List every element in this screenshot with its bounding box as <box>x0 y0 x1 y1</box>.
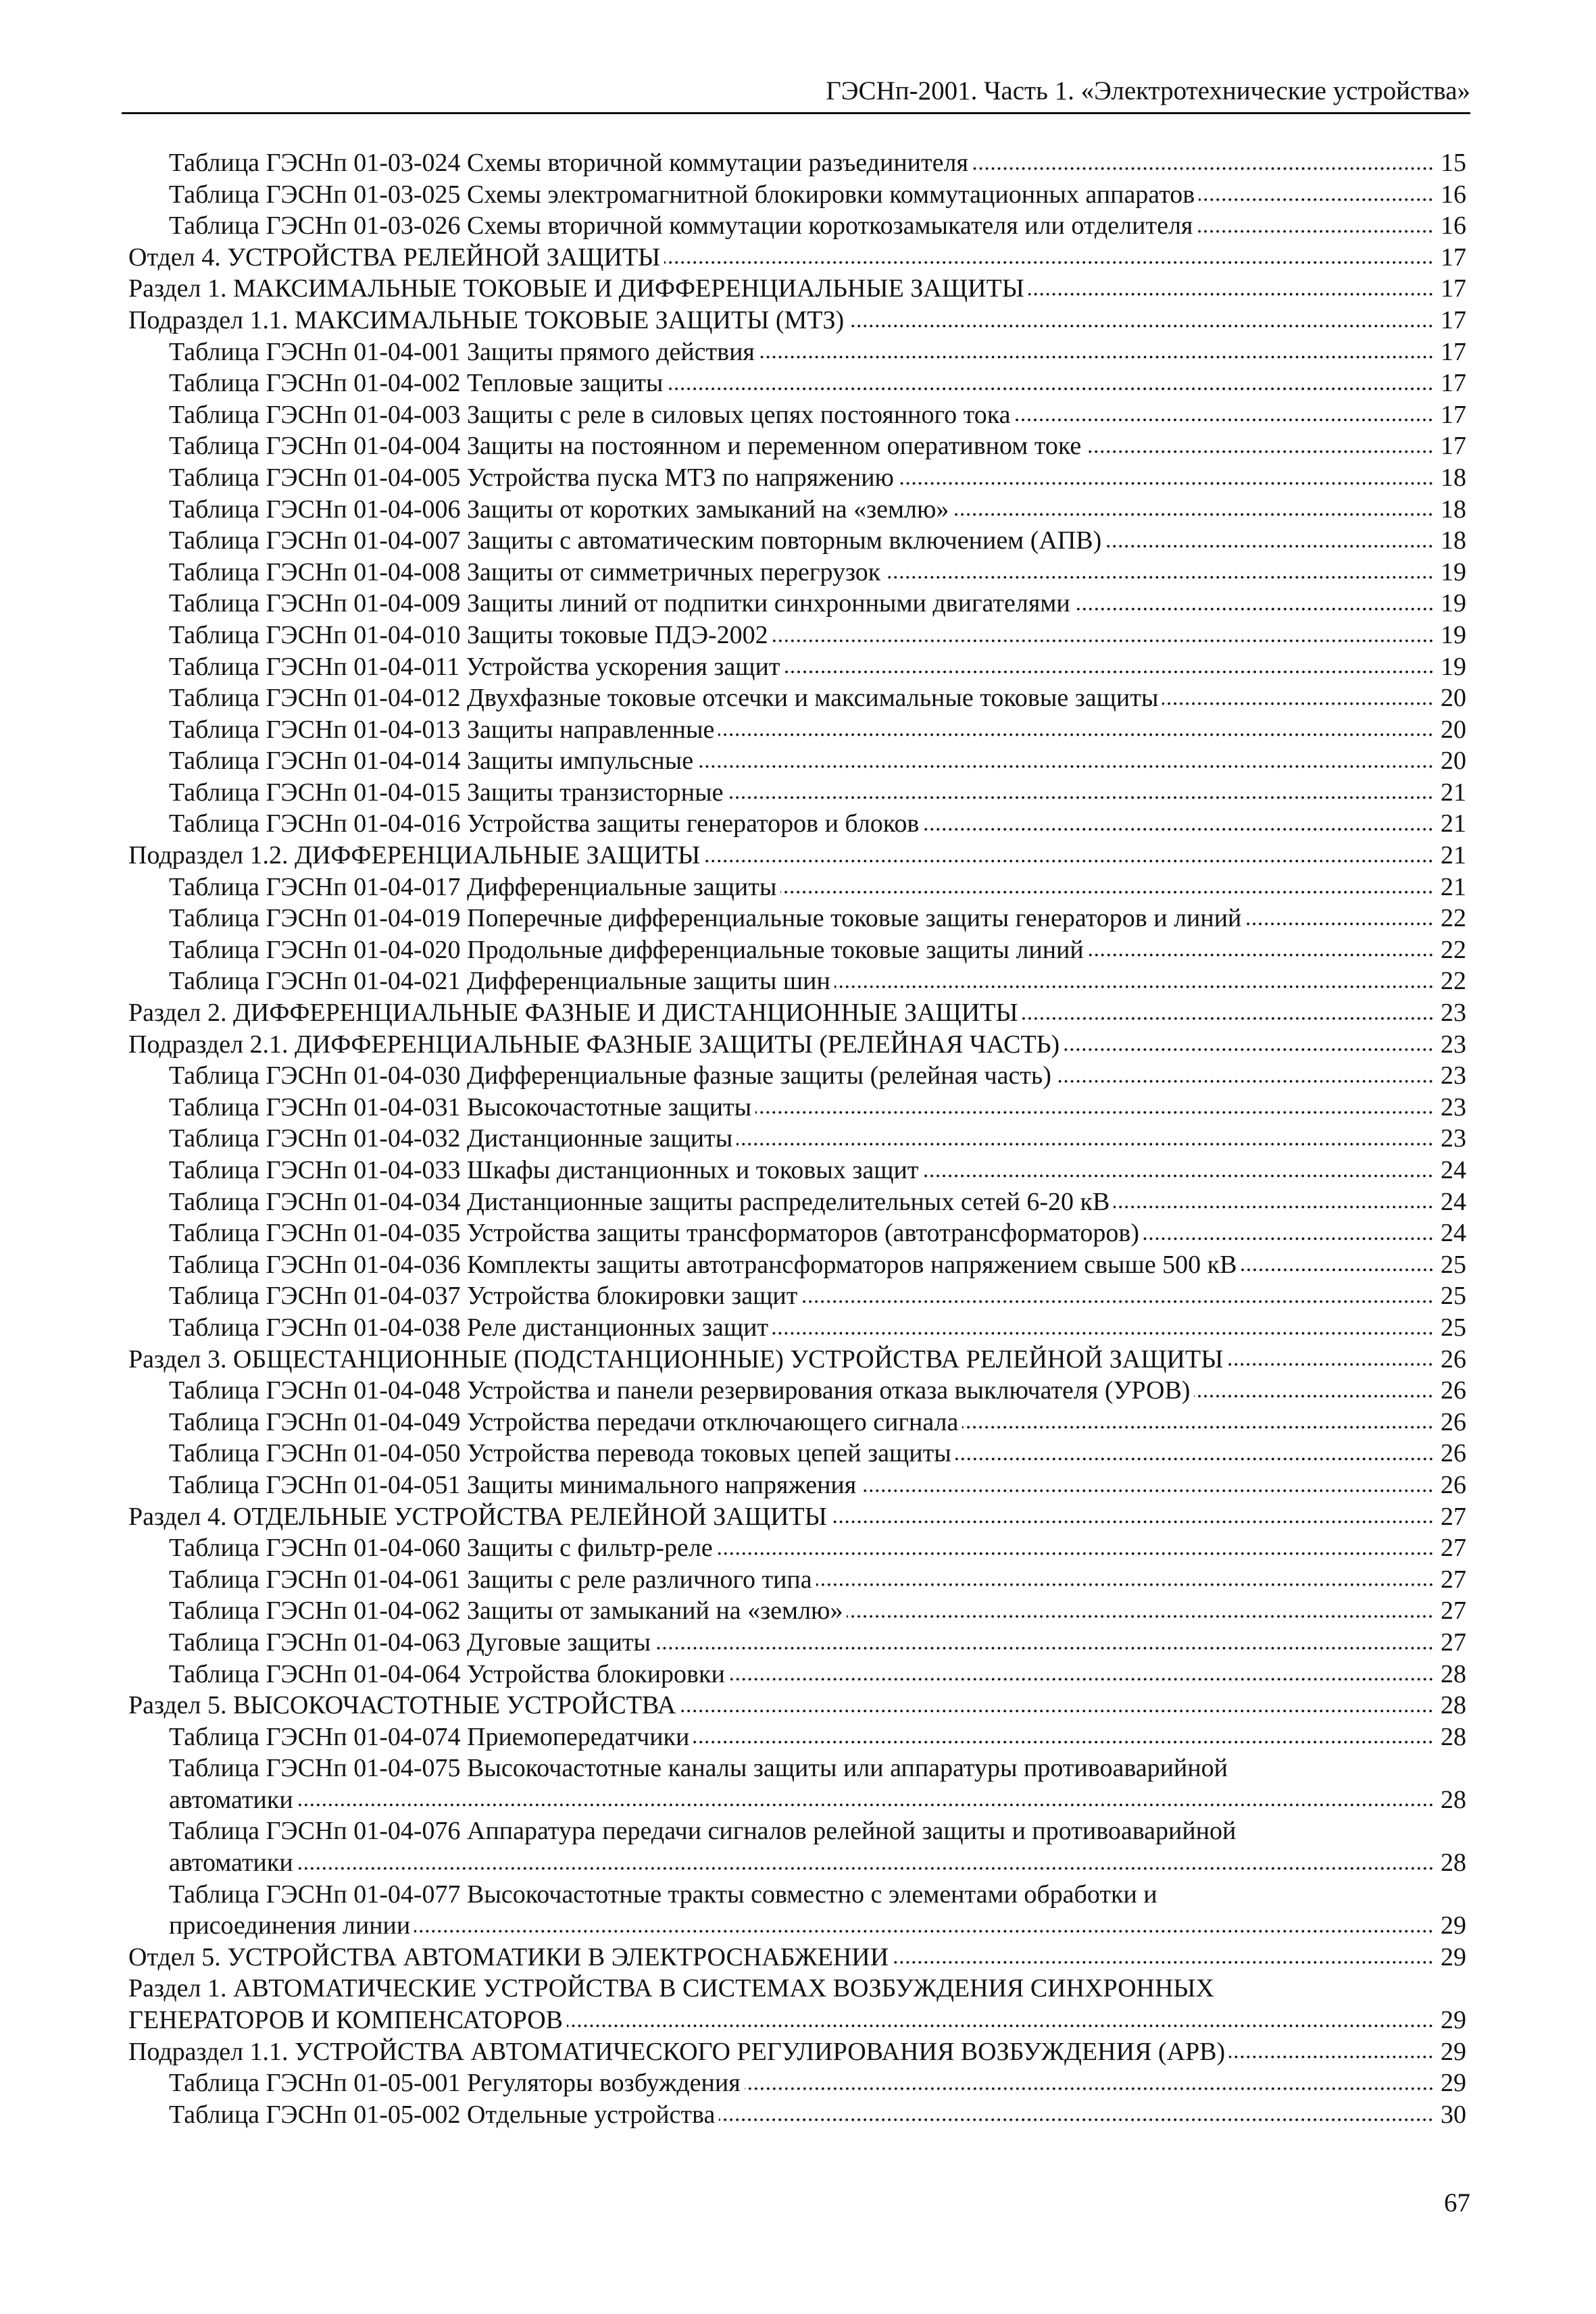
toc-entry-page: 27 <box>1441 1534 1466 1563</box>
toc-entry <box>128 1280 1466 1312</box>
toc-entry <box>128 1942 1466 1973</box>
toc-entry <box>128 1721 1466 1753</box>
dot-leader <box>972 166 1434 172</box>
toc-entry <box>128 430 1466 462</box>
dot-leader <box>745 2086 1434 2092</box>
dot-leader <box>737 1141 1434 1147</box>
toc-entry <box>128 1217 1466 1249</box>
dot-leader <box>297 1802 1434 1808</box>
toc-entry-title: Таблица ГЭСНп 01-04-006 Защиты от коротких замыканий на «землю» <box>169 495 949 524</box>
toc-entry-page: 21 <box>1441 872 1466 901</box>
toc-entry-title: Таблица ГЭСНп 01-04-062 Защиты от замыканий на «землю» <box>169 1596 843 1626</box>
toc-entry <box>128 1092 1466 1124</box>
dot-leader <box>697 763 1434 770</box>
toc-entry <box>128 147 1466 179</box>
dot-leader <box>1022 1015 1434 1022</box>
toc-entry-title: Подраздел 1.2. ДИФФЕРЕНЦИАЛЬНЫЕ ЗАЩИТЫ <box>128 841 701 870</box>
toc-entry-page: 17 <box>1441 369 1466 398</box>
toc-entry <box>128 903 1466 934</box>
toc-entry-title: Таблица ГЭСНп 01-04-061 Защиты с реле различного типа <box>169 1565 812 1594</box>
dot-leader <box>831 1519 1434 1525</box>
toc-entry-page: 28 <box>1441 1722 1466 1751</box>
toc-entry-page: 19 <box>1441 557 1466 586</box>
toc-entry-page: 24 <box>1441 1156 1466 1184</box>
header-rule <box>122 112 1470 114</box>
toc-entry-page: 26 <box>1441 1344 1466 1374</box>
toc-entry <box>128 1879 1466 1911</box>
toc-entry <box>128 1249 1466 1281</box>
toc-entry-title: Таблица ГЭСНп 01-04-007 Защиты с автоматическим повторным включением (АПВ) <box>169 526 1102 555</box>
toc-entry-page: 19 <box>1441 589 1466 618</box>
toc-entry <box>128 1595 1466 1627</box>
toc-entry <box>128 210 1466 242</box>
dot-leader <box>1028 291 1434 297</box>
toc-entry-title: Таблица ГЭСНп 01-04-032 Дистанционные защиты <box>169 1124 733 1153</box>
toc-entry <box>128 2036 1466 2068</box>
toc-entry <box>128 368 1466 399</box>
dot-leader <box>693 1739 1434 1745</box>
toc-entry <box>128 872 1466 903</box>
dot-leader <box>784 669 1435 675</box>
toc-entry-title: Таблица ГЭСНп 01-04-002 Тепловые защиты <box>169 369 664 398</box>
dot-leader <box>1229 2054 1434 2060</box>
toc-entry-page: 18 <box>1441 463 1466 492</box>
toc-entry-title: Отдел 4. УСТРОЙСТВА РЕЛЕЙНОЙ ЗАЩИТЫ <box>128 243 661 272</box>
toc-entry-title: Подраздел 2.1. ДИФФЕРЕНЦИАЛЬНЫЕ ФАЗНЫЕ ЗАЩИТЫ (РЕЛЕЙНАЯ ЧАСТЬ) <box>128 1030 1060 1059</box>
toc-entry <box>128 934 1466 966</box>
toc-entry-title: Таблица ГЭСНп 01-04-012 Двухфазные токовые отсечки и максимальные токовые защиты <box>169 684 1159 713</box>
toc-entry-page: 29 <box>1441 2037 1466 2066</box>
toc-entry-title: Таблица ГЭСНп 01-04-035 Устройства защиты трансформаторов (автотрансформаторов) <box>169 1219 1140 1248</box>
dot-leader <box>772 1330 1434 1336</box>
toc-entry-page: 26 <box>1441 1470 1466 1499</box>
page-number: 67 <box>1444 2188 1470 2217</box>
dot-leader <box>1105 543 1434 549</box>
dot-leader <box>1088 952 1434 958</box>
toc-entry-title: Таблица ГЭСНп 01-04-009 Защиты линий от подпитки синхронными двигателями <box>169 589 1070 618</box>
running-header: ГЭСНп-2001. Часть 1. «Электротехнические устройства» <box>826 76 1470 105</box>
toc-entry <box>128 1910 1466 1942</box>
dot-leader <box>729 1676 1434 1682</box>
toc-entry <box>128 965 1466 997</box>
dot-leader <box>955 1456 1434 1462</box>
dot-leader <box>962 1424 1434 1430</box>
dot-leader <box>1227 1361 1434 1367</box>
dot-leader <box>860 1488 1434 1494</box>
toc-entry-title: Таблица ГЭСНп 01-04-014 Защиты импульсные <box>169 747 694 776</box>
dot-leader <box>297 1865 1434 1871</box>
toc-entry-title: Подраздел 1.1. МАКСИМАЛЬНЫЕ ТОКОВЫЕ ЗАЩИТЫ (МТЗ) <box>128 305 845 334</box>
toc-entry-title: Таблица ГЭСНп 01-04-049 Устройства передачи отключающего сигнала <box>169 1407 959 1436</box>
toc-entry-page: 28 <box>1441 1785 1466 1814</box>
toc-entry <box>128 651 1466 683</box>
dot-leader <box>953 511 1434 518</box>
dot-leader <box>834 984 1434 990</box>
toc-entry-page: 15 <box>1441 149 1466 177</box>
toc-entry-title: Отдел 5. УСТРОЙСТВА АВТОМАТИКИ В ЭЛЕКТРОСНАБЖЕНИИ <box>128 1942 889 1971</box>
toc-entry <box>128 1312 1466 1344</box>
toc-entry-page: 29 <box>1441 1942 1466 1971</box>
toc-entry-title: Таблица ГЭСНп 01-04-075 Высокочастотные каналы защиты или аппаратуры противоаварийной <box>169 1754 1228 1783</box>
toc-entry-title: Таблица ГЭСНп 01-04-017 Дифференциальные защиты <box>169 872 777 901</box>
toc-entry-title: Таблица ГЭСНп 01-04-011 Устройства ускорения защит <box>169 652 780 681</box>
dot-leader <box>884 574 1434 580</box>
toc-entry <box>128 1847 1466 1879</box>
dot-leader <box>1245 921 1434 927</box>
toc-entry <box>128 336 1466 368</box>
toc-entry <box>128 1973 1466 2005</box>
toc-entry-page: 27 <box>1441 1565 1466 1594</box>
toc-entry-title: Таблица ГЭСНп 01-04-020 Продольные дифференциальные токовые защиты линий <box>169 935 1084 964</box>
toc-entry <box>128 997 1466 1029</box>
toc-entry-page: 27 <box>1441 1628 1466 1657</box>
toc-entry-page: 16 <box>1441 180 1466 209</box>
toc-entry-title: Таблица ГЭСНп 01-04-016 Устройства защиты генераторов и блоков <box>169 809 920 838</box>
toc-entry-title: Подраздел 1.1. УСТРОЙСТВА АВТОМАТИЧЕСКОГО РЕГУЛИРОВАНИЯ ВОЗБУЖДЕНИЯ (АРВ) <box>128 2037 1226 2066</box>
toc-entry-title: Раздел 1. МАКСИМАЛЬНЫЕ ТОКОВЫЕ И ДИФФЕРЕНЦИАЛЬНЫЕ ЗАЩИТЫ <box>128 274 1024 303</box>
toc-entry-page: 17 <box>1441 274 1466 303</box>
dot-leader <box>1199 197 1434 203</box>
toc-entry <box>128 714 1466 746</box>
dot-leader <box>1197 228 1434 234</box>
toc-entry <box>128 2005 1466 2036</box>
toc-entry-title: Таблица ГЭСНп 01-05-001 Регуляторы возбуждения <box>169 2069 741 2098</box>
toc-entry-title: Раздел 3. ОБЩЕСТАНЦИОННЫЕ (ПОДСТАНЦИОННЫЕ) УСТРОЙСТВА РЕЛЕЙНОЙ ЗАЩИТЫ <box>128 1344 1224 1374</box>
dot-leader <box>923 826 1434 832</box>
dot-leader <box>848 323 1434 329</box>
dot-leader <box>667 386 1434 392</box>
toc-entry-page: 24 <box>1441 1187 1466 1216</box>
toc-entry-title: Таблица ГЭСНп 01-04-077 Высокочастотные тракты совместно с элементами обработки и <box>169 1880 1157 1909</box>
toc-entry-title: ГЕНЕРАТОРОВ И КОМПЕНСАТОРОВ <box>128 2006 564 2035</box>
toc-entry-title: Таблица ГЭСНп 01-04-030 Дифференциальные фазные защиты (релейная часть) <box>169 1061 1051 1090</box>
dot-leader <box>1143 1236 1434 1242</box>
toc-entry-title: Таблица ГЭСНп 01-04-037 Устройства блокировки защит <box>169 1282 798 1311</box>
dot-leader <box>1241 1267 1435 1273</box>
toc-entry <box>128 588 1466 620</box>
toc-entry-page: 27 <box>1441 1596 1466 1626</box>
toc-entry-page: 29 <box>1441 1911 1466 1940</box>
toc-entry-title: Таблица ГЭСНп 01-04-050 Устройства перевода токовых цепей защиты <box>169 1439 951 1468</box>
toc-entry <box>128 1501 1466 1533</box>
dot-leader <box>780 889 1434 895</box>
toc-entry-page: 23 <box>1441 1124 1466 1153</box>
toc-entry-page: 29 <box>1441 2069 1466 2098</box>
toc-entry-title: Таблица ГЭСНп 01-05-002 Отдельные устройства <box>169 2100 716 2129</box>
dot-leader <box>1162 701 1434 707</box>
toc-entry-title: Раздел 5. ВЫСОКОЧАСТОТНЫЕ УСТРОЙСТВА <box>128 1691 676 1720</box>
toc-entry-title: Таблица ГЭСНп 01-04-021 Дифференциальные защиты шин <box>169 967 830 996</box>
toc-entry-page: 26 <box>1441 1376 1466 1405</box>
toc-entry <box>128 1784 1466 1816</box>
dot-leader <box>727 795 1434 801</box>
toc-entry <box>128 1344 1466 1376</box>
toc-entry-page: 17 <box>1441 305 1466 334</box>
toc-entry-page: 17 <box>1441 400 1466 429</box>
toc-entry-page: 20 <box>1441 715 1466 744</box>
toc-entry <box>128 1627 1466 1659</box>
toc-entry-title: Таблица ГЭСНп 01-04-019 Поперечные дифференциальные токовые защиты генераторов и линий <box>169 904 1242 933</box>
toc-entry-page: 25 <box>1441 1313 1466 1342</box>
toc-entry <box>128 1469 1466 1501</box>
table-of-contents <box>128 147 1466 2130</box>
toc-entry-page: 28 <box>1441 1659 1466 1688</box>
toc-entry-title: Таблица ГЭСНп 01-04-063 Дуговые защиты <box>169 1628 651 1657</box>
toc-entry-page: 17 <box>1441 243 1466 272</box>
dot-leader <box>1114 1204 1434 1210</box>
toc-entry-title: Раздел 2. ДИФФЕРЕНЦИАЛЬНЫЕ ФАЗНЫЕ И ДИСТАНЦИОННЫЕ ЗАЩИТЫ <box>128 999 1018 1028</box>
toc-entry <box>128 305 1466 336</box>
toc-entry <box>128 1815 1466 1847</box>
toc-entry-page: 17 <box>1441 337 1466 366</box>
dot-leader <box>772 638 1434 644</box>
dot-leader <box>719 2117 1434 2123</box>
toc-entry <box>128 494 1466 526</box>
dot-leader <box>1064 1047 1434 1053</box>
toc-entry-title: присоединения линии <box>169 1911 411 1940</box>
toc-entry <box>128 1186 1466 1218</box>
toc-entry <box>128 2067 1466 2099</box>
toc-entry-title: Таблица ГЭСНп 01-04-013 Защиты направленные <box>169 715 715 744</box>
toc-entry-title: Раздел 4. ОТДЕЛЬНЫЕ УСТРОЙСТВА РЕЛЕЙНОЙ ЗАЩИТЫ <box>128 1502 827 1531</box>
toc-entry <box>128 179 1466 211</box>
toc-entry <box>128 840 1466 872</box>
dot-leader <box>801 1299 1434 1305</box>
toc-entry <box>128 1532 1466 1564</box>
toc-entry <box>128 399 1466 431</box>
dot-leader <box>755 1109 1434 1115</box>
dot-leader <box>717 1551 1434 1557</box>
toc-entry <box>128 1438 1466 1469</box>
toc-entry-title: Таблица ГЭСНп 01-04-031 Высокочастотные защиты <box>169 1092 752 1122</box>
toc-entry-page: 26 <box>1441 1407 1466 1436</box>
dot-leader <box>893 1959 1434 1965</box>
toc-entry-title: автоматики <box>169 1848 293 1878</box>
toc-entry-page: 24 <box>1441 1219 1466 1248</box>
toc-entry <box>128 1659 1466 1690</box>
toc-entry-title: Таблица ГЭСНп 01-04-015 Защиты транзисторные <box>169 778 724 807</box>
toc-entry-title: Таблица ГЭСНп 01-04-010 Защиты токовые ПДЭ-2002 <box>169 620 768 649</box>
toc-entry-title: Таблица ГЭСНп 01-04-001 Защиты прямого действия <box>169 337 755 366</box>
toc-entry-title: Таблица ГЭСНп 01-04-051 Защиты минимального напряжения <box>169 1470 857 1499</box>
toc-entry-page: 19 <box>1441 652 1466 681</box>
toc-entry-page: 28 <box>1441 1691 1466 1720</box>
toc-entry <box>128 1564 1466 1596</box>
toc-entry-title: Таблица ГЭСНп 01-04-033 Шкафы дистанционных и токовых защит <box>169 1156 919 1184</box>
toc-entry <box>128 1123 1466 1155</box>
toc-entry-title: Таблица ГЭСНп 01-04-008 Защиты от симметричных перегрузок <box>169 557 881 586</box>
toc-entry-page: 17 <box>1441 432 1466 461</box>
toc-entry <box>128 242 1466 274</box>
toc-entry-page: 20 <box>1441 747 1466 776</box>
toc-entry <box>128 1690 1466 1721</box>
toc-entry-title: Таблица ГЭСНп 01-03-026 Схемы вторичной коммутации короткозамыкателя или отделителя <box>169 211 1193 241</box>
dot-leader <box>847 1613 1434 1619</box>
toc-entry <box>128 1375 1466 1407</box>
toc-entry-page: 22 <box>1441 935 1466 964</box>
toc-entry-title: Таблица ГЭСНп 01-04-005 Устройства пуска МТЗ по напряжению <box>169 463 894 492</box>
dot-leader <box>704 858 1434 864</box>
toc-entry-page: 23 <box>1441 999 1466 1028</box>
toc-entry-page: 30 <box>1441 2100 1466 2129</box>
toc-entry-page: 29 <box>1441 2006 1466 2035</box>
toc-entry <box>128 1407 1466 1438</box>
toc-entry-title: Таблица ГЭСНп 01-04-076 Аппаратура передачи сигналов релейной защиты и противоаварийной <box>169 1817 1237 1846</box>
dot-leader <box>1194 1393 1434 1399</box>
toc-entry <box>128 1753 1466 1784</box>
toc-entry-page: 23 <box>1441 1030 1466 1059</box>
dot-leader <box>1085 449 1434 455</box>
toc-entry <box>128 1060 1466 1092</box>
toc-entry <box>128 682 1466 714</box>
dot-leader <box>759 354 1434 360</box>
toc-entry-page: 20 <box>1441 684 1466 713</box>
toc-entry <box>128 525 1466 557</box>
toc-entry-page: 18 <box>1441 526 1466 555</box>
toc-entry-title: Таблица ГЭСНп 01-04-038 Реле дистанционных защит <box>169 1313 769 1342</box>
toc-entry <box>128 1029 1466 1061</box>
toc-entry-page: 28 <box>1441 1848 1466 1878</box>
toc-entry-title: Таблица ГЭСНп 01-04-036 Комплекты защиты автотрансформаторов напряжением свыше 500 кВ <box>169 1250 1237 1279</box>
toc-entry-title: Таблица ГЭСНп 01-04-060 Защиты с фильтр-реле <box>169 1534 713 1563</box>
dot-leader <box>655 1645 1434 1651</box>
toc-entry-page: 22 <box>1441 904 1466 933</box>
dot-leader <box>567 2023 1434 2029</box>
toc-entry <box>128 273 1466 305</box>
toc-entry-title: Таблица ГЭСНп 01-03-024 Схемы вторичной коммутации разъединителя <box>169 149 968 177</box>
toc-entry-title: Таблица ГЭСНп 01-03-025 Схемы электромагнитной блокировки коммутационных аппаратов <box>169 180 1195 209</box>
toc-entry-title: Таблица ГЭСНп 01-04-074 Приемопередатчики <box>169 1722 690 1751</box>
toc-entry-page: 19 <box>1441 620 1466 649</box>
toc-entry <box>128 745 1466 777</box>
toc-entry-page: 21 <box>1441 841 1466 870</box>
toc-entry <box>128 557 1466 588</box>
toc-entry-title: автоматики <box>169 1785 293 1814</box>
toc-entry <box>128 462 1466 494</box>
toc-entry-page: 21 <box>1441 778 1466 807</box>
dot-leader <box>1055 1078 1434 1084</box>
toc-entry-title: Раздел 1. АВТОМАТИЧЕСКИЕ УСТРОЙСТВА В СИСТЕМАХ ВОЗБУЖДЕНИЯ СИНХРОННЫХ <box>128 1974 1215 2003</box>
toc-entry-page: 18 <box>1441 495 1466 524</box>
toc-entry-page: 25 <box>1441 1282 1466 1311</box>
toc-entry <box>128 808 1466 840</box>
toc-entry-title: Таблица ГЭСНп 01-04-064 Устройства блокировки <box>169 1659 725 1688</box>
toc-entry-page: 27 <box>1441 1502 1466 1531</box>
dot-leader <box>414 1928 1434 1934</box>
toc-entry-page: 23 <box>1441 1092 1466 1122</box>
dot-leader <box>1074 606 1434 612</box>
dot-leader <box>898 480 1434 486</box>
toc-entry-page: 21 <box>1441 809 1466 838</box>
toc-entry-page: 16 <box>1441 211 1466 241</box>
toc-entry <box>128 1155 1466 1186</box>
toc-entry <box>128 620 1466 651</box>
toc-entry <box>128 777 1466 809</box>
dot-leader <box>1014 417 1434 423</box>
dot-leader <box>718 732 1434 738</box>
toc-entry-page: 23 <box>1441 1061 1466 1090</box>
toc-entry-title: Таблица ГЭСНп 01-04-003 Защиты с реле в силовых цепях постоянного тока <box>169 400 1011 429</box>
dot-leader <box>816 1582 1434 1588</box>
toc-entry-page: 26 <box>1441 1439 1466 1468</box>
dot-leader <box>922 1173 1434 1179</box>
toc-entry-title: Таблица ГЭСНп 01-04-004 Защиты на постоянном и переменном оперативном токе <box>169 432 1082 461</box>
toc-entry-page: 25 <box>1441 1250 1466 1279</box>
toc-entry-title: Таблица ГЭСНп 01-04-048 Устройства и панели резервирования отказа выключателя (УРОВ) <box>169 1376 1191 1405</box>
toc-entry <box>128 2099 1466 2131</box>
dot-leader <box>680 1708 1434 1714</box>
dot-leader <box>664 259 1434 266</box>
toc-entry-page: 22 <box>1441 967 1466 996</box>
toc-entry-title: Таблица ГЭСНп 01-04-034 Дистанционные защиты распределительных сетей 6-20 кВ <box>169 1187 1110 1216</box>
